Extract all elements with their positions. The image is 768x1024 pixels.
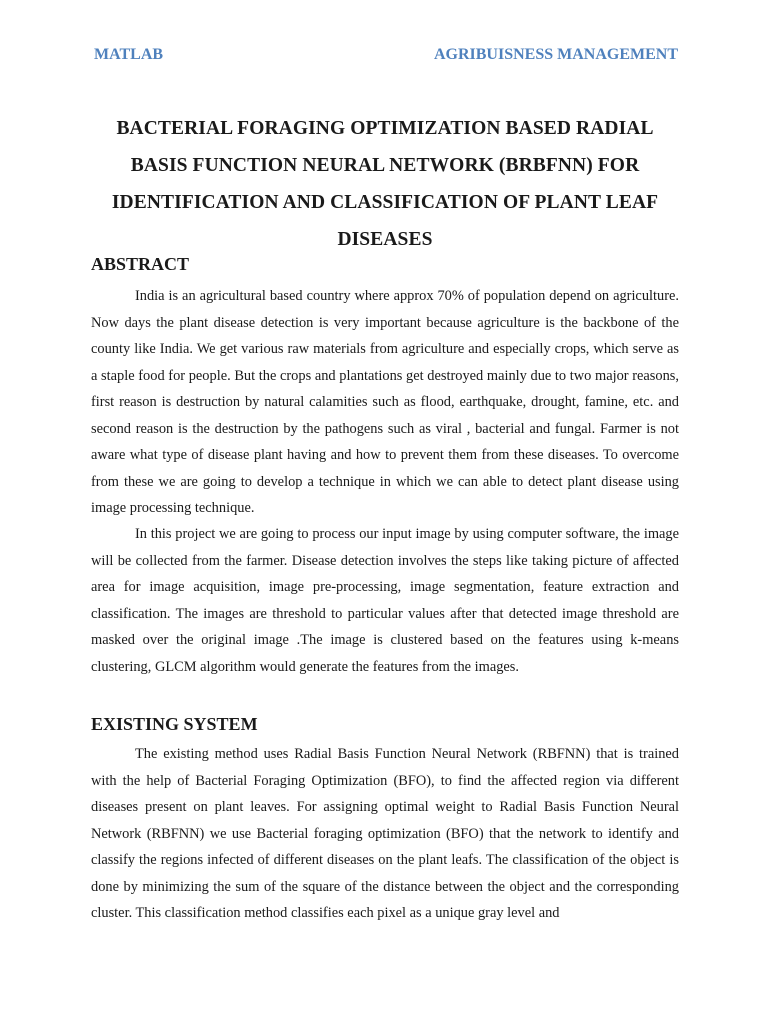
existing-system-paragraph-1: The existing method uses Radial Basis Function Neural Network (RBFNN) that is trained with the help of Bacterial Foraging Optimization (BFO), to find the affected region via different diseases present on plant leaves. For assigning optimal weight to Radial Basis Function Neural Network (RBFNN) we use Bacterial foraging optimization (BFO) that the network to identify and classify the regions infected of different diseases on the plant leafs. The classification of the object is done by minimizing the sum of the square of the distance between the object and the corresponding cluster. This classification method classifies each pixel as a unique gray level and: [91, 746, 679, 921]
title-line-1: BACTERIAL FORAGING OPTIMIZATION BASED RADIAL: [116, 118, 654, 139]
existing-system-heading: EXISTING SYSTEM: [91, 714, 258, 734]
header-right-text: AGRIBUISNESS MANAGEMENT: [433, 46, 678, 63]
page-header: [94, 46, 678, 70]
title-line-3: IDENTIFICATION AND CLASSIFICATION OF PLANT LEAF: [111, 192, 659, 213]
title-line-4: DISEASES: [337, 229, 433, 250]
abstract-paragraph-2: In this project we are going to process our input image by using computer software, the image will be collected from the farmer. Disease detection involves the steps like taking picture of affected area for image acquisition, image pre-processing, image segmentation, feature extraction and classification. The images are threshold to particular values after that detected image threshold are masked over the original image .The image is clustered based on the features using k-means clustering, GLCM algorithm would generate the features from the images.: [91, 526, 679, 675]
abstract-paragraph-1: India is an agricultural based country where approx 70% of population depend on agriculture. Now days the plant disease detection is very important because agriculture is the backbone of the county like India. We get various raw materials from agriculture and especially crops, which serve as a staple food for people. But the crops and plantations get destroyed mainly due to two major reasons, first reason is destruction by natural calamities such as flood, earthquake, drought, famine, etc. and second reason is the destruction by the pathogens such as viral , bacterial and fungal. Farmer is not aware what type of disease plant having and how to prevent them from these diseases. To overcome from these we are going to develop a technique in which we can able to detect plant disease using image processing technique.: [91, 288, 679, 516]
document-title: [92, 110, 678, 258]
header-left-text: MATLAB: [94, 46, 164, 63]
title-line-2: BASIS FUNCTION NEURAL NETWORK (BRBFNN) FOR: [130, 155, 640, 176]
abstract-heading: ABSTRACT: [91, 254, 190, 274]
